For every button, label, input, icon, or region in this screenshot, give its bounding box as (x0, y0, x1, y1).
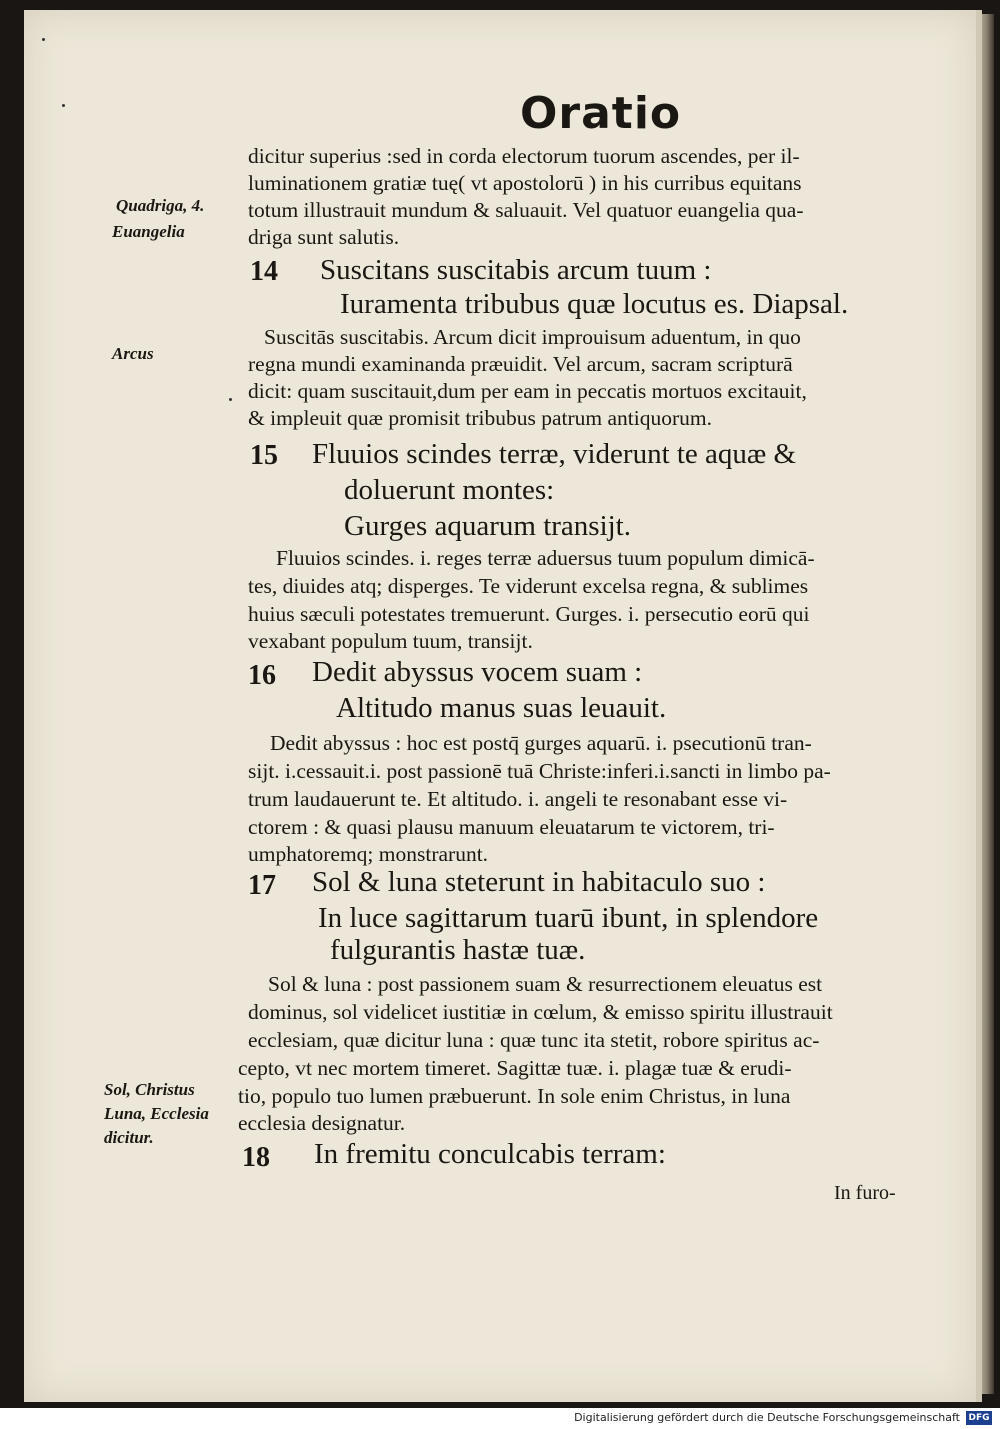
text-line: huius sæculi potestates tremuerunt. Gurges. i. persecutio eorū qui (248, 602, 810, 626)
text-line: ecclesia designatur. (238, 1111, 406, 1135)
text-line: luminationem gratiæ tuę( vt apostolorū ) in his curribus equitans (248, 171, 802, 195)
text-line: umphatoremq; monstrarunt. (248, 842, 489, 866)
text-line: trum laudauerunt te. Et altitudo. i. angeli te resonabant esse vi- (248, 787, 788, 811)
marginal-note-dicitur: dicitur. (104, 1128, 154, 1147)
verse-number: 16 (248, 660, 276, 691)
verse-line: Dedit abyssus vocem suam : (312, 656, 643, 688)
text-line: dicit: quam suscitauit,dum per eam in peccatis mortuos excitauit, (248, 379, 807, 403)
verse-line: Iuramenta tribubus quæ locutus es. Diapsal. (340, 288, 849, 320)
marginal-note-arcus: Arcus (112, 344, 154, 363)
verse-line: In luce sagittarum tuarū ibunt, in splendore (318, 902, 819, 934)
text-line: ctorem : & quasi plausu manuum eleuatarum te victorem, tri- (248, 815, 775, 839)
dfg-logo: DFG (966, 1411, 992, 1425)
marginal-note-sol: Sol, Christus (104, 1080, 195, 1099)
verse-line: Fluuios scindes terræ, viderunt te aquæ & (312, 438, 797, 470)
funding-credit: Digitalisierung gefördert durch die Deutsche Forschungsgemeinschaft (574, 1411, 960, 1424)
verse-line: Gurges aquarum transijt. (344, 510, 631, 542)
text-line: vexabant populum tuum, transijt. (248, 629, 533, 653)
speck (62, 104, 65, 107)
verse-line: doluerunt montes: (344, 474, 555, 506)
verse-line: Suscitans suscitabis arcum tuum : (320, 254, 712, 286)
digitization-footer (0, 1408, 1000, 1429)
text-line: Suscitās suscitabis. Arcum dicit improuisum aduentum, in quo (264, 325, 801, 349)
text-line: dominus, sol videlicet iustitiæ in cœlum, & emisso spiritu illustrauit (248, 1000, 833, 1024)
text-line: Fluuios scindes. i. reges terræ aduersus tuum populum dimicā- (276, 546, 815, 570)
text-line: ecclesiam, quæ dicitur luna : quæ tunc ita stetit, robore spiritus ac- (248, 1028, 820, 1052)
marginal-note-luna: Luna, Ecclesia (104, 1104, 209, 1123)
text-line: driga sunt salutis. (248, 225, 400, 249)
speck (229, 398, 232, 401)
text-line: Dedit abyssus : hoc est postq̄ gurges aquarū. i. psecutionū tran- (270, 731, 812, 755)
speck (42, 38, 45, 41)
text-line: Sol & luna : post passionem suam & resurrectionem eleuatus est (268, 972, 823, 996)
verse-line: Sol & luna steterunt in habitaculo suo : (312, 866, 766, 898)
text-line: regna mundi examinanda præuidit. Vel arcum, sacram scripturā (248, 352, 793, 376)
verse-number: 14 (250, 256, 278, 287)
catchword: In furo- (834, 1182, 896, 1204)
running-head: Oratio (520, 88, 682, 139)
text-line: cepto, vt nec mortem timeret. Sagittæ tuæ. i. plagæ tuæ & erudi- (238, 1056, 792, 1080)
text-line: sijt. i.cessauit.i. post passionē tuā Christe:inferi.i.sancti in limbo pa- (248, 759, 831, 783)
text-line: tio, populo tuo lumen præbuerunt. In sole enim Christus, in luna (238, 1084, 791, 1108)
verse-number: 17 (248, 870, 276, 901)
verse-number: 15 (250, 440, 278, 471)
marginal-note-euangelia: Euangelia (112, 222, 185, 241)
text-line: tes, diuides atq; disperges. Te viderunt excelsa regna, & sublimes (248, 574, 809, 598)
text-line: & impleuit quæ promisit tribubus patrum antiquorum. (248, 406, 713, 430)
verse-line: fulgurantis hastæ tuæ. (330, 934, 586, 966)
text-line: totum illustrauit mundum & saluauit. Vel quatuor euangelia qua- (248, 198, 804, 222)
verse-line: In fremitu conculcabis terram: (314, 1138, 666, 1170)
text-line: dicitur superius :sed in corda electorum tuorum ascendes, per il- (248, 144, 800, 168)
verse-line: Altitudo manus suas leuauit. (336, 692, 667, 724)
marginal-note-quadriga: Quadriga, 4. (116, 196, 205, 215)
verse-number: 18 (242, 1142, 270, 1173)
